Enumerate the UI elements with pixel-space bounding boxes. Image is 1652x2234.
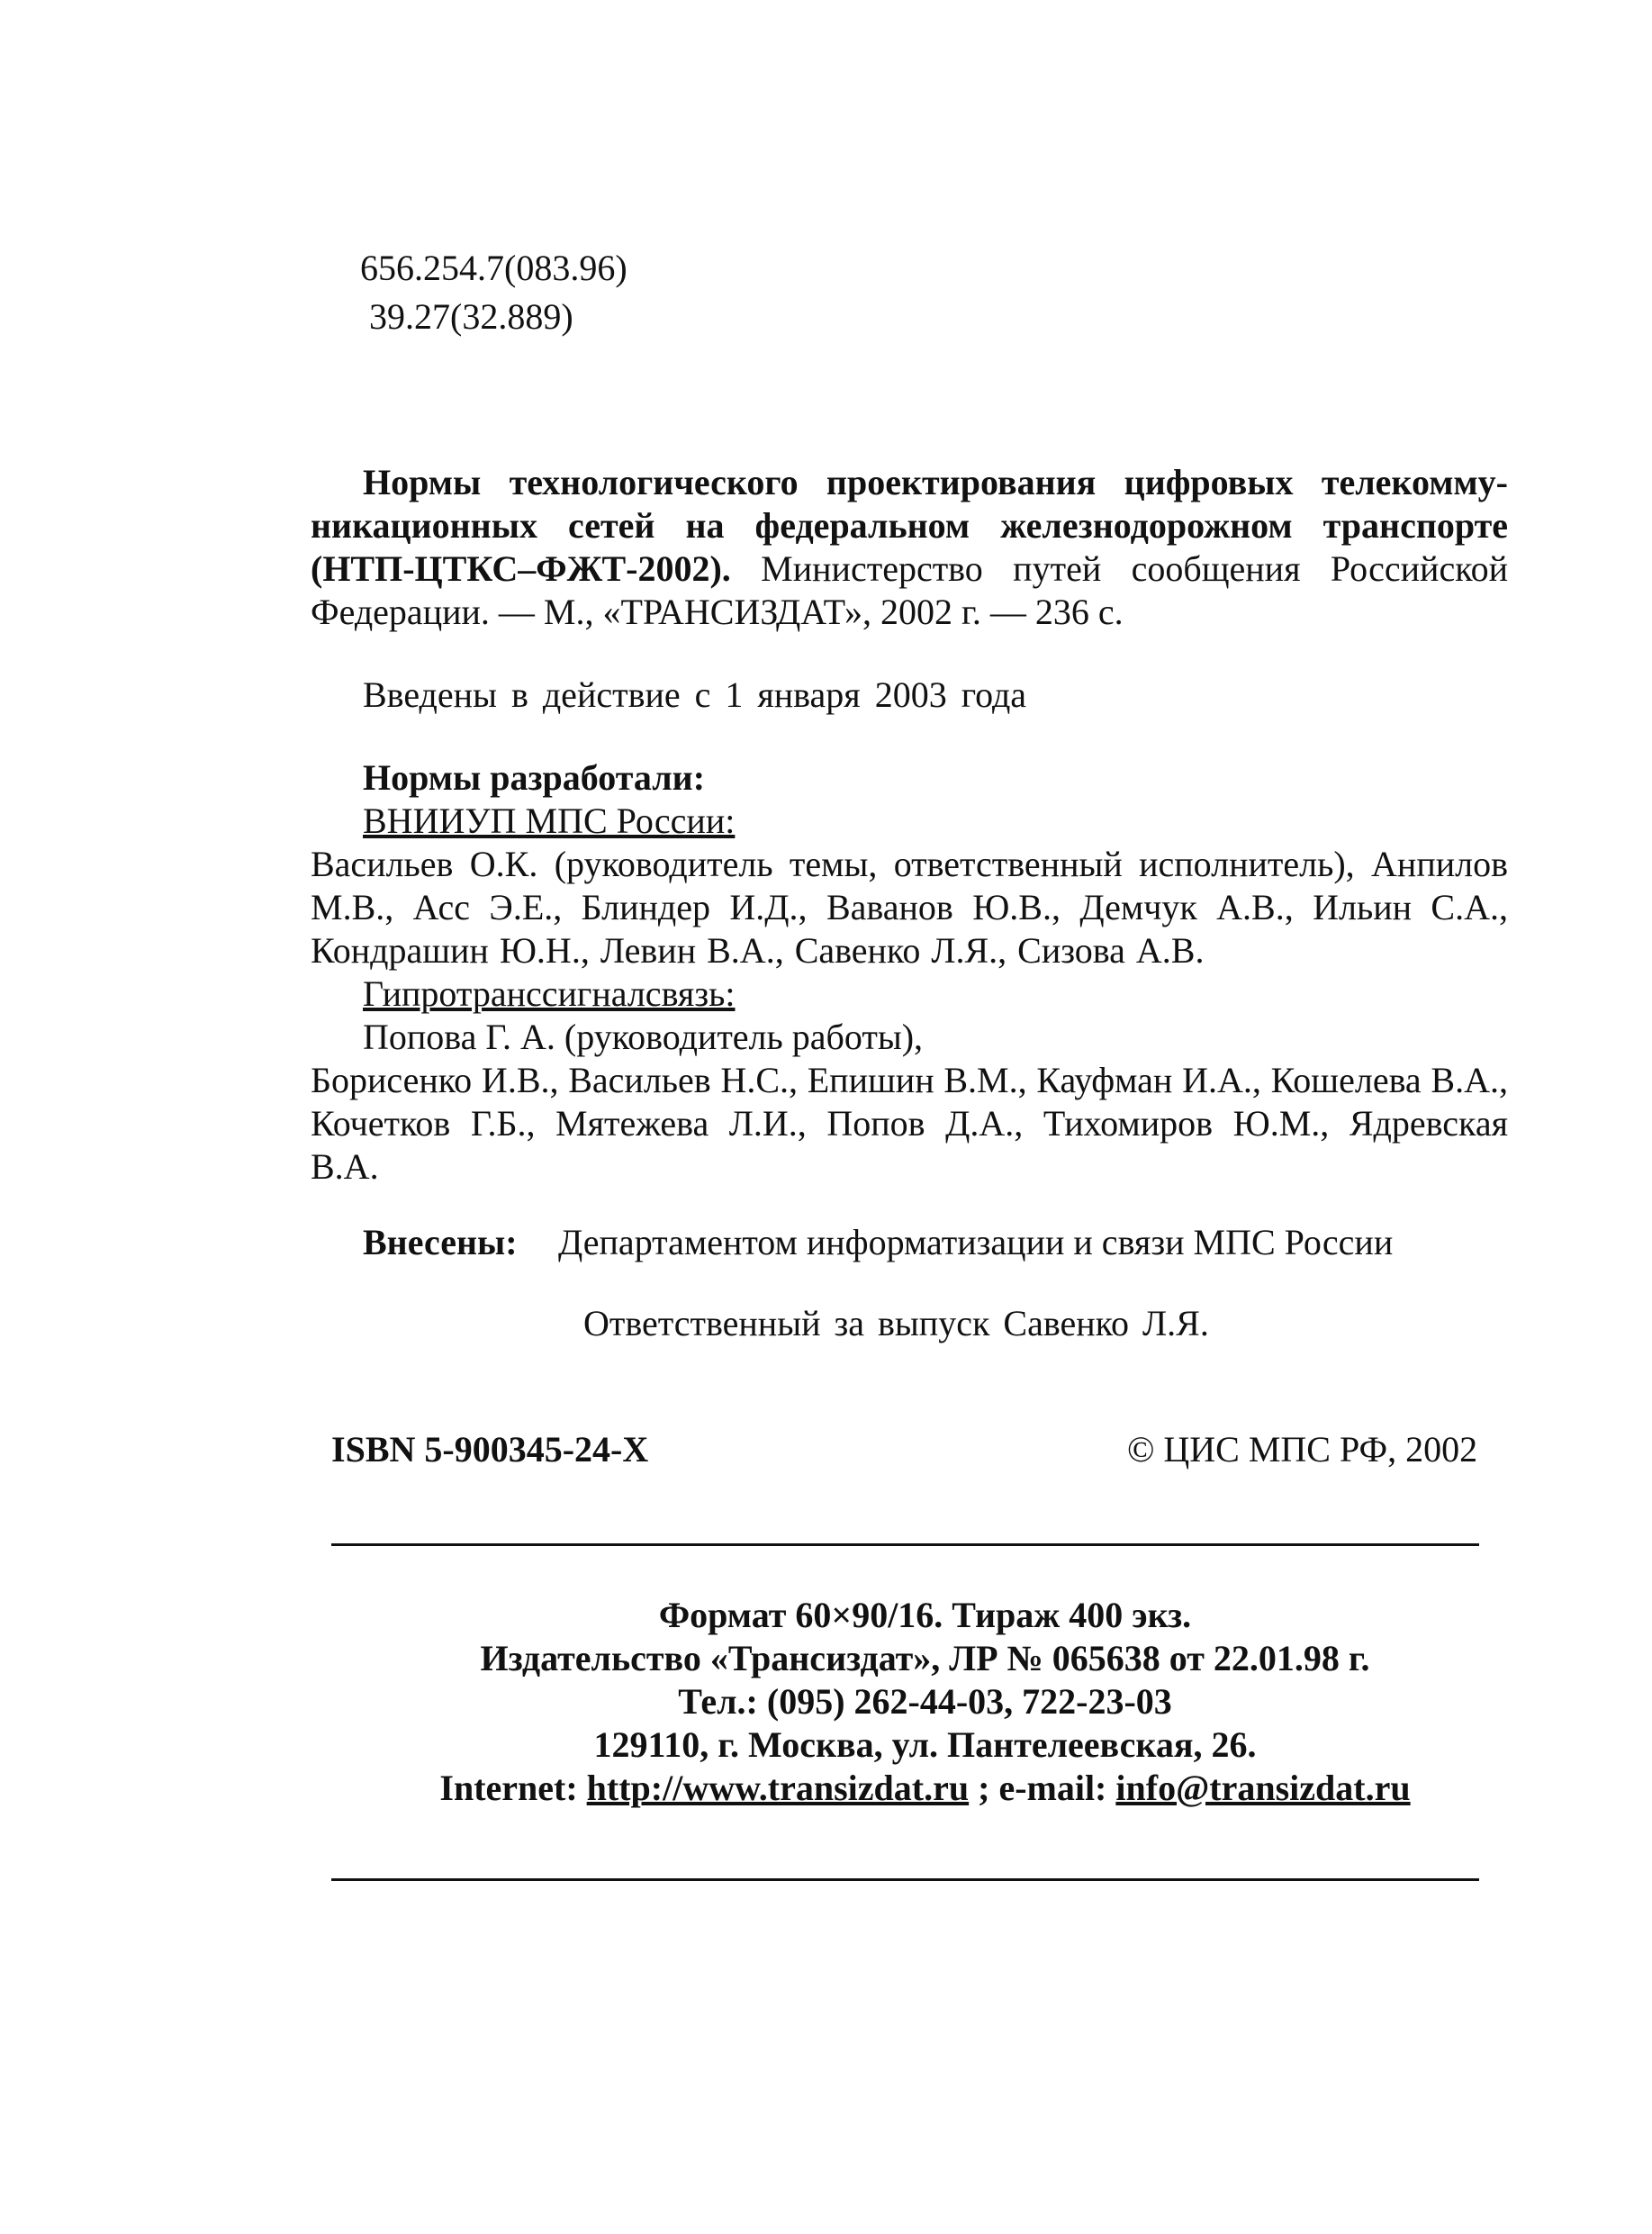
- title-line-4: Федерации. — М., «ТРАНСИЗДАТ», 2002 г. — 236 с.: [311, 592, 1124, 632]
- submitted-label: Внесены:: [363, 1222, 518, 1262]
- website-link[interactable]: http://www.transizdat.ru: [586, 1768, 970, 1808]
- isbn: ISBN 5-900345-24-X: [331, 1429, 649, 1470]
- org-vniiup: ВНИИУП МПС России:: [363, 800, 736, 841]
- title-line-3: [311, 547, 1508, 591]
- imprint-contacts: [99, 1767, 1652, 1810]
- submitted-value: Департаментом информатизации и связи МПС России: [558, 1222, 1394, 1262]
- email-link[interactable]: info@transizdat.ru: [1115, 1768, 1411, 1808]
- divider-bottom: [331, 1878, 1479, 1881]
- org1-authors-line-1: Васильев О.К. (руководитель темы, ответственный исполнитель), Анпилов: [311, 844, 1508, 884]
- ministry-text: Министерство путей сообщения Российской: [761, 548, 1508, 589]
- org-giprotranssignalsvyaz: Гипротранссигналсвязь:: [363, 973, 736, 1014]
- introduced-date: Введены в действие с 1 января 2003 года: [363, 674, 1027, 715]
- copyright: © ЦИС МПС РФ, 2002: [1127, 1429, 1478, 1470]
- divider-top: [331, 1543, 1479, 1546]
- title-line-1: Нормы технологического проектирования цифровых телекомму-: [363, 462, 1508, 502]
- org1-authors-line-3: Кондрашин Ю.Н., Левин В.А., Савенко Л.Я., Сизова А.В.: [311, 930, 1205, 971]
- standard-code: (НТП-ЦТКС–ФЖТ-2002).: [311, 548, 731, 589]
- email-label: e-mail:: [998, 1768, 1107, 1808]
- imprint-publisher: Издательство «Трансиздат», ЛР № 065638 от 22.01.98 г.: [480, 1638, 1370, 1678]
- developers-heading: Нормы разработали:: [363, 757, 706, 798]
- contacts-separator: ;: [978, 1768, 990, 1808]
- org1-authors-line-2: М.В., Асс Э.Е., Блиндер И.Д., Ваванов Ю.В., Демчук А.В., Ильин С.А.,: [311, 887, 1508, 927]
- udc-code: 656.254.7(083.96): [360, 248, 627, 288]
- responsible-editor: Ответственный за выпуск Савенко Л.Я.: [583, 1303, 1209, 1343]
- org2-authors-line-3: В.А.: [311, 1146, 379, 1187]
- bbk-code: 39.27(32.889): [369, 296, 573, 337]
- org2-authors-line-1: Борисенко И.В., Васильев Н.С., Епишин В.М., Кауфман И.А., Кошелева В.А.,: [311, 1060, 1508, 1100]
- org2-authors-line-2: Кочетков Г.Б., Мятежева Л.И., Попов Д.А., Тихомиров Ю.М., Ядревская: [311, 1103, 1508, 1144]
- internet-label: Internet:: [439, 1768, 578, 1808]
- imprint-phone: Тел.: (095) 262-44-03, 722-23-03: [678, 1681, 1172, 1722]
- imprint-address: 129110, г. Москва, ул. Пантелеевская, 26.: [593, 1724, 1257, 1765]
- org2-lead: Попова Г. А. (руководитель работы),: [363, 1017, 924, 1057]
- imprint-format: Формат 60×90/16. Тираж 400 экз.: [658, 1595, 1192, 1635]
- title-line-2: никационных сетей на федеральном железнодорожном транспорте: [311, 505, 1508, 546]
